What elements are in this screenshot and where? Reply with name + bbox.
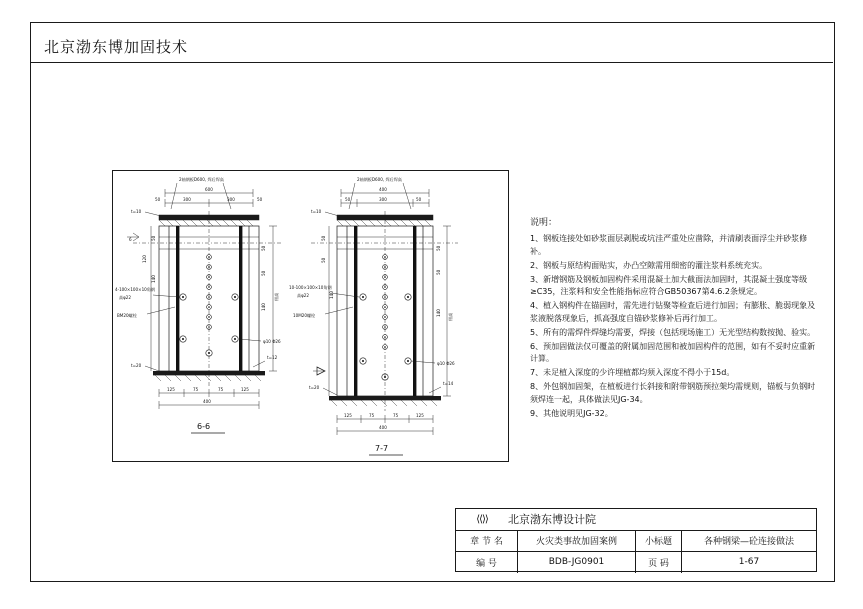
- svg-text:10M20螺栓: 10M20螺栓: [293, 313, 316, 318]
- svg-text:300: 300: [379, 197, 387, 202]
- note-item: 9、其他说明见JG-32。: [530, 408, 613, 418]
- note-item: 8、外包钢加固架，在植板进行长斜接和附带钢筋预拉架均需规则，锚板与负钢时须焊连一起，具体做法见JG-34。: [530, 382, 816, 404]
- svg-text:50: 50: [345, 197, 351, 202]
- svg-text:140: 140: [261, 303, 266, 311]
- svg-text:75: 75: [369, 413, 375, 418]
- subtitle-label: 小标题: [636, 531, 682, 552]
- svg-text:50: 50: [261, 245, 266, 251]
- svg-text:t=12: t=12: [267, 355, 278, 360]
- section-name-value: 火灾类事故加固案例: [518, 531, 636, 552]
- company-name: 北京渤东博设计院: [508, 513, 596, 527]
- svg-text:用高: 用高: [448, 312, 453, 321]
- svg-text:50: 50: [261, 270, 266, 276]
- svg-text:140: 140: [329, 291, 334, 299]
- svg-text:t=10: t=10: [311, 209, 322, 214]
- note-item: 4、植入钢构件在锚固时，需先进行钻聚等检查后进行加固；有膨胀、脆弱现象及浆液脱落现象后，抓高强度自锚砂浆修补后再行加工。: [530, 301, 816, 323]
- notes-list: [530, 233, 820, 420]
- svg-text:400: 400: [379, 425, 387, 430]
- svg-text:50: 50: [416, 197, 422, 202]
- svg-text:50: 50: [257, 197, 263, 202]
- svg-text:4-100×100×10角钢: 4-100×100×10角钢: [115, 287, 155, 292]
- svg-text:125: 125: [344, 413, 352, 418]
- view-6-6: [115, 176, 283, 433]
- title-block-row: [456, 552, 816, 573]
- notes-panel: [530, 215, 820, 418]
- svg-text:50: 50: [436, 245, 441, 251]
- svg-text:120: 120: [142, 255, 147, 263]
- svg-text:50: 50: [436, 269, 441, 275]
- svg-text:400: 400: [203, 399, 211, 404]
- svg-text:300: 300: [227, 197, 235, 202]
- svg-text:6-6: 6-6: [197, 422, 211, 431]
- view-7-7: [289, 176, 458, 455]
- svg-text:φ10 Φ26: φ10 Φ26: [437, 361, 455, 366]
- note-item: 2、钢板与原结构面贴实，办凸空隙需用细密的灌注浆料系统充实。: [530, 260, 768, 270]
- title-block-logo-row: [456, 509, 816, 531]
- note-item: 1、钢板连接处如砂浆面层剥脱或坑洼严重处应凿除，并清刷表面浮尘并砂浆修补。: [530, 234, 808, 256]
- section-name-label: 章 节 名: [456, 531, 518, 552]
- svg-text:125: 125: [167, 387, 175, 392]
- svg-text:高φ22: 高φ22: [297, 293, 310, 298]
- note-item: 3、新增钢筋及钢板加固构件采用混凝土加大截面法加固时，其混凝土强度等级≥C35，注浆料和安全性能指标应符合GB50367第4.6.2条规定。: [530, 274, 808, 296]
- svg-text:t=20: t=20: [309, 385, 320, 390]
- title-block-row: [456, 531, 816, 553]
- svg-text:300: 300: [183, 197, 191, 202]
- svg-text:10-100×100×10角钢: 10-100×100×10角钢: [289, 285, 332, 290]
- svg-text:75: 75: [218, 387, 224, 392]
- title-block: [455, 508, 817, 572]
- svg-text:BM20螺栓: BM20螺栓: [117, 313, 137, 318]
- svg-text:7-7: 7-7: [375, 444, 389, 453]
- page-number-value: 1-67: [738, 557, 760, 568]
- svg-text:125: 125: [416, 413, 424, 418]
- svg-text:2轴钢板D600, 焊后焊高: 2轴钢板D600, 焊后焊高: [179, 177, 224, 182]
- svg-text:6: 6: [129, 237, 132, 242]
- svg-text:600: 600: [205, 187, 213, 192]
- svg-text:400: 400: [379, 187, 387, 192]
- svg-text:2轴钢板D600, 焊后焊高: 2轴钢板D600, 焊后焊高: [357, 177, 402, 182]
- svg-text:高φ22: 高φ22: [119, 295, 132, 300]
- svg-text:50: 50: [155, 197, 161, 202]
- header-divider: [30, 62, 833, 63]
- page-number-label: 页 码: [636, 552, 682, 573]
- drawing-number-value: BDB-JG0901: [518, 552, 636, 573]
- svg-text:50: 50: [151, 235, 156, 241]
- note-item: 5、所有的需焊件焊缝均需要，焊接（包括现场施工）无光型结构数按抛、验实。: [530, 327, 816, 337]
- svg-text:t=10: t=10: [131, 209, 142, 214]
- subtitle-value: 各种钢梁—砼连接做法: [703, 537, 794, 548]
- drawing-panel: [112, 170, 509, 462]
- svg-text:t=14: t=14: [443, 381, 454, 386]
- svg-text:50: 50: [321, 235, 326, 241]
- page-title: 北京渤东博加固技术: [44, 38, 189, 56]
- detail-drawings: [113, 171, 506, 459]
- note-item: 7、未足植入深度的少许埋植都均须入深度不得小于15d。: [530, 368, 735, 377]
- svg-text:140: 140: [151, 275, 156, 283]
- svg-text:75: 75: [393, 413, 399, 418]
- drawing-number-label: 编 号: [456, 552, 518, 573]
- svg-text:50: 50: [321, 257, 326, 263]
- notes-title: 说明：: [530, 218, 558, 228]
- company-logo-icon: ⟨⟨⟩⟩: [476, 513, 488, 525]
- svg-text:φ10 Φ26: φ10 Φ26: [263, 339, 281, 344]
- note-item: 6、预加固做法仅可覆盖的附属加固范围和被加固构件的范围，如有不妥时应重新计算。: [530, 341, 816, 363]
- svg-text:用高: 用高: [274, 292, 279, 301]
- svg-text:t=20: t=20: [131, 363, 142, 368]
- svg-text:140: 140: [436, 309, 441, 317]
- svg-text:75: 75: [193, 387, 199, 392]
- svg-text:125: 125: [241, 387, 249, 392]
